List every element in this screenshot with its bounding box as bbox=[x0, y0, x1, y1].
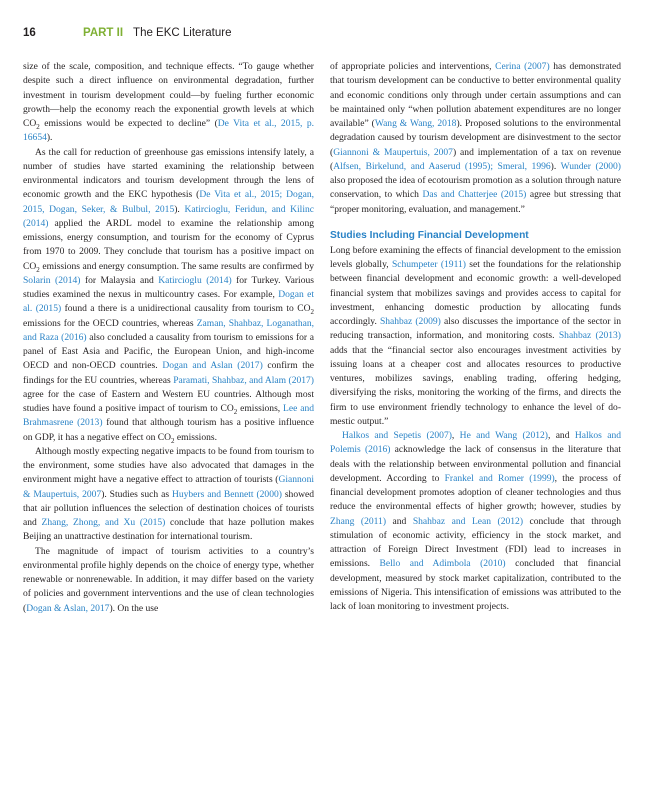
citation-link[interactable]: Halkos and Sepetis (2007) bbox=[342, 430, 452, 441]
paragraph: As the call for reduction of greenhouse gas emissions intensify lately, a number of studies have started examining the relationship between environmental indicators and tourism development through the lens of economic growth and the EKC hypothesis (De Vita et al., 2015; Dogan, 2015, Dogan, Seker, & Bulbul, 2015). Katircioglu, Feridun, and Kilinc (2014) applied the ARDL model to examine the relationship among emissions, energy consumption, and tourism for the economy of Cyprus from 1970 to 2009. They conclude that tourism has a positive impact on $CO_2$ emissions and energy consumption. The same results are confirmed by Solarin (2014) for Malaysia and Katircioglu (2014) for Turkey. Various studies examined the nexus in multicountry cases. For example, Dogan et al. (2015) found a there is a unidirectional causality from tourism to $CO_2$ emissions for the OECD countries, whereas Zaman, Shahbaz, Loganathan, and Raza (2016) also concluded a causality from tourism to emissions for a panel of East Asia and Pacific, the European Union, and high-income OECD and non-OECD countries. Dogan and Aslan (2017) confirm the findings for the EU countries, whereas Paramati, Shahbaz, and Alam (2017) agree for the case of Eastern and Western EU countries. Although most studies have found a positive impact of tourism to $CO_2$ emissions, Lee and Brahmasrene (2013) found that although tourism has a positive influence on GDP, it has a negative effect on $CO_2$ emissions. bbox=[23, 146, 314, 445]
citation-link[interactable]: Dogan et al. (2015) bbox=[23, 289, 314, 315]
citation-link[interactable]: Das and Chatterjee (2015) bbox=[422, 189, 527, 201]
section-heading: Studies Including Financial Development bbox=[330, 229, 529, 241]
paragraph: size of the scale, composition, and technique effects. “To gauge whether despite such a direct influence on environmental degradation, further investment in tourism development could—by fueling further economic growth—help the economy reach the exponential growth levels at which $CO_2$ emissions would be expected to decline” (De Vita et al., 2015, p. 16654). bbox=[23, 61, 315, 144]
citation-link[interactable]: Paramati, Shahbaz, and Alam (2017) bbox=[173, 374, 314, 386]
citation-link[interactable]: Shahbaz (2009) bbox=[379, 316, 441, 327]
citation-link[interactable]: Shahbaz and Lean (2012) bbox=[412, 515, 523, 527]
subscript: 2 bbox=[36, 122, 40, 131]
subscript: 2 bbox=[171, 436, 175, 445]
page-number: 16 bbox=[23, 27, 36, 39]
citation-link[interactable]: Wunder (2000) bbox=[560, 160, 621, 172]
citation-link[interactable]: Giannoni & Maupertuis, 2007 bbox=[333, 146, 453, 158]
citation-link[interactable]: Zhang, Zhong, and Xu (2015) bbox=[41, 517, 166, 528]
citation-link[interactable]: Lee and Brahmasrene (2013) bbox=[23, 403, 314, 429]
citation-link[interactable]: Giannoni & Maupertuis, 2007 bbox=[23, 474, 314, 500]
citation-link[interactable]: Cerina (2007) bbox=[495, 61, 550, 72]
citation-link[interactable]: Wang & Wang, 2018 bbox=[374, 118, 457, 129]
citation-link[interactable]: Alfsen, Birkelund, and Aaserud (1995); Smeral, 1996 bbox=[333, 160, 551, 172]
citation-link[interactable]: Bello and Adimbola (2010) bbox=[379, 558, 506, 570]
citation-link[interactable]: Shahbaz (2013) bbox=[558, 330, 621, 342]
citation-link[interactable]: Zhang (2011) bbox=[330, 515, 386, 527]
chapter-title: The EKC Literature bbox=[133, 27, 232, 39]
citation-link[interactable]: Frankel and Romer (1999) bbox=[444, 472, 555, 484]
citation-link[interactable]: Dogan and Aslan (2017) bbox=[162, 360, 263, 372]
paragraph: The magnitude of impact of tourism activities to a country’s environmental profile highly depends on the choice of energy type, whether renewable or nonrenewable. In addition, it may differ based on the variety of policies and government interventions and the use of clean technologies (Dogan & Aslan, 2017). On the use bbox=[23, 545, 314, 614]
citation-link[interactable]: Halkos and Polemis (2016) bbox=[330, 430, 622, 456]
citation-link[interactable]: Dogan & Aslan, 2017 bbox=[26, 602, 110, 614]
citation-link[interactable]: He and Wang (2012) bbox=[459, 430, 548, 441]
right-column bbox=[330, 60, 621, 614]
citation-link[interactable]: De Vita et al., 2015; Dogan, 2015, Dogan, Seker, & Bulbul, 2015 bbox=[23, 189, 314, 215]
subscript: 2 bbox=[233, 407, 238, 416]
paragraph: Although mostly expecting negative impacts to be found from tourism to the environment, some studies have also advocated that damages in the environment might have a negative effect to attraction of tourists (Giannoni & Maupertuis, 2007). Studies such as Huybers and Bennett (2000) showed that air pollution influences the selection of destination choices of tourists and Zhang, Zhong, and Xu (2015) conclude that haze pollution makes Beijing an unattractive destination for international tourism. bbox=[23, 445, 315, 543]
paragraph: Long before examining the effects of financial development to the emission levels globally, Schumpeter (1911) set the foundations for the relationship between financial development and economic growth: a well-developed financial system that mobilizes savings and provides access to capital for investment, enhancing domestic production by allocating funds accordingly. Shahbaz (2009) also discusses the importance of the sector in reducing transaction, information, and monitoring costs. Shahbaz (2013) adds that the “financial sector also encourages investment activities by issuing loans at a cheaper cost and allocates resources to productive ventures, mobilizes savings, enabling trading, offering hedging, diversifying the risks, monitoring the working of the firms, and directs the firm to use environment friendly technology to enhance the level of domestic output.” bbox=[330, 244, 622, 427]
citation-link[interactable]: Katircioglu, Feridun, and Kilinc (2014) bbox=[23, 203, 314, 229]
running-header bbox=[23, 27, 231, 43]
left-column bbox=[23, 60, 314, 616]
paragraph: of appropriate policies and interventions, Cerina (2007) has demonstrated that tourism development can be conductive to better environmental quality and economic conditions only through under certain assumptions and can be maintained only “when pollution abatement expenditures are no longer available” (Wang & Wang, 2018). Proposed solutions to the environmental degradation caused by tourism development are disinvestment to the sector (Giannoni & Maupertuis, 2007) and implementation of a tax on revenue (Alfsen, Birkelund, and Aaserud (1995); Smeral, 1996). Wunder (2000) also proposed the idea of ecotourism promotion as a solution through nature conservation, to which Das and Chatterjee (2015) agree but stressing that “proper monitoring, evaluation, and management.” bbox=[330, 61, 622, 215]
subscript: 2 bbox=[36, 265, 40, 274]
paragraph: Halkos and Sepetis (2007), He and Wang (2012), and Halkos and Polemis (2016) acknowledge the lack of consensus in the literature that deals with the relationship between environmental pollution and financial development. According to Frankel and Romer (1999), the process of financial development promotes adoption of cleaner technologies and thus reduce the environmental effects of higher growth; however, studies by Zhang (2011) and Shahbaz and Lean (2012) conclude that through stimulation of economic activity, efficiency in the stock market, and attraction of Foreign Direct Investment (FDI) lead to increases in emissions. Bello and Adimbola (2010) concluded that financial development, measured by stock market capitalization, contributed to the emissions of Nigeria. This intensification of emissions was attributed to the lack of loan monitoring to investment projects. bbox=[330, 430, 622, 612]
citation-link[interactable]: Solarin (2014) bbox=[23, 274, 81, 286]
citation-link[interactable]: Katircioglu (2014) bbox=[158, 274, 232, 286]
citation-link[interactable]: Schumpeter (1911) bbox=[391, 259, 466, 270]
citation-link[interactable]: Zaman, Shahbaz, Loganathan, and Raza (2016) bbox=[23, 317, 314, 343]
subscript: 2 bbox=[310, 308, 314, 317]
citation-link[interactable]: Huybers and Bennett (2000) bbox=[171, 488, 282, 500]
citation-link[interactable]: De Vita et al., 2015, p. 16654 bbox=[23, 118, 315, 144]
part-label: PART II bbox=[83, 27, 124, 39]
